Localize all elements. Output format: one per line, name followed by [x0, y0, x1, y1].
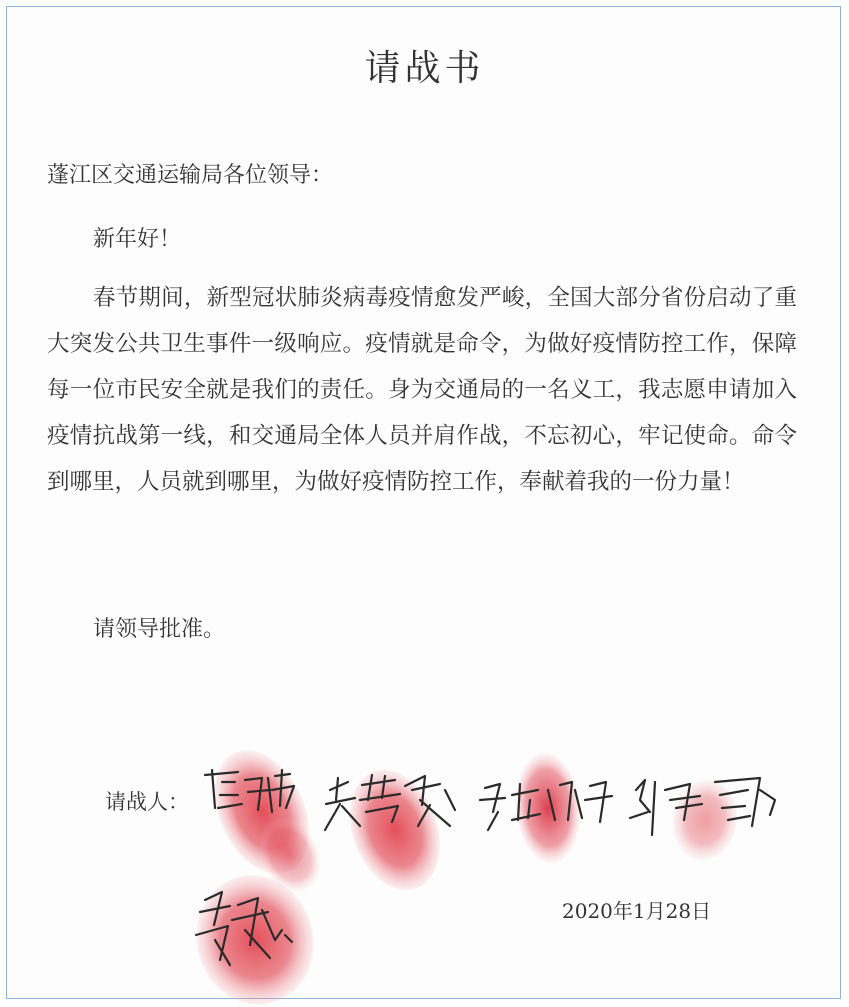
- closing-line: 请领导批准。: [93, 617, 226, 642]
- page-title: 请战书: [364, 48, 485, 89]
- greeting: 新年好！: [93, 227, 182, 252]
- letter-date: 2020年1月28日: [562, 899, 712, 923]
- petitioner-label: 请战人：: [105, 790, 189, 814]
- letter-body: 春节期间，新型冠状肺炎病毒疫情愈发严峻，全国大部分省份启动了重大突发公共卫生事件一级响应。疫情就是命令，为做好疫情防控工作，保障每一位市民安全就是我们的责任。身为交通局的一名义工，我志愿申请加入疫情抗战第一线，和交通局全体人员并肩作战，不忘初心，牢记使命。命令到哪里，人员就到哪里，为做好疫情防控工作，奉献着我的一份力量！: [47, 285, 797, 495]
- salutation: 蓬江区交通运输局各位领导：: [47, 163, 334, 188]
